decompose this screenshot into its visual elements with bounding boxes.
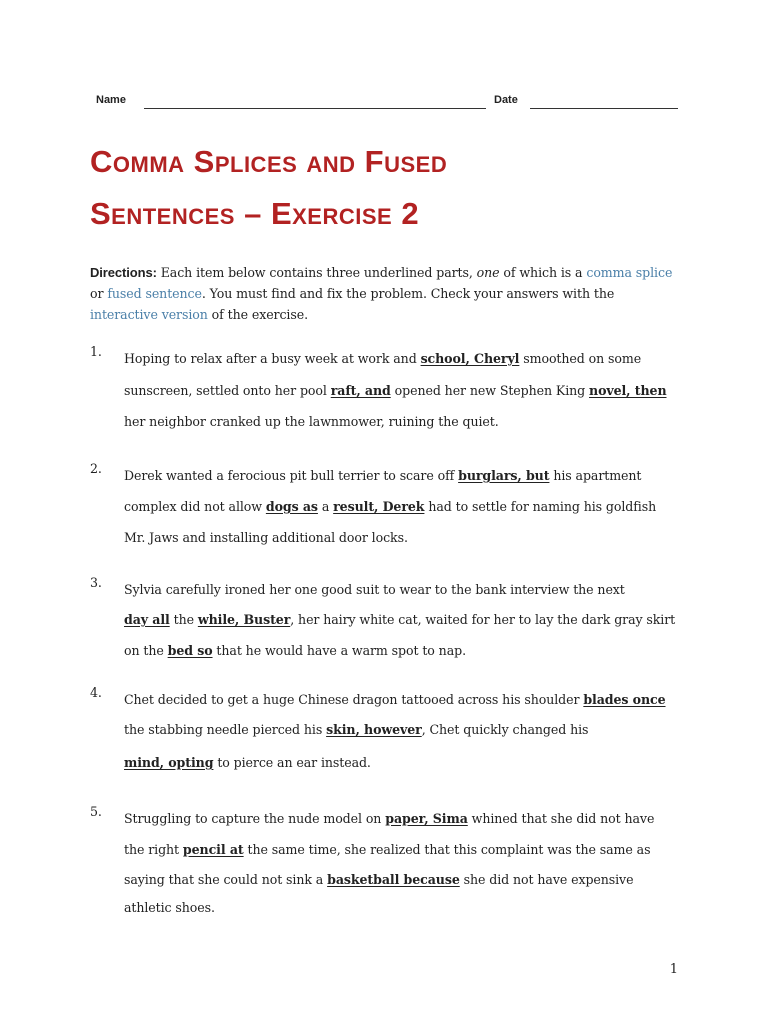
item-text: a: [317, 499, 334, 514]
item-line: [124, 575, 724, 605]
item-text: smoothed on some: [519, 351, 642, 366]
item-line: [124, 461, 724, 491]
item-number: 3.: [90, 575, 102, 590]
item-text: to pierce an ear instead.: [213, 755, 371, 770]
directions: [90, 262, 680, 325]
underlined-part: dogs as: [265, 499, 318, 514]
item-number: 2.: [90, 461, 102, 476]
page-number: 1: [669, 962, 678, 977]
underlined-part: paper, Sima: [385, 811, 468, 826]
item-text: the right: [124, 842, 183, 857]
item-text: the stabbing needle pierced his: [124, 722, 327, 737]
underlined-part: pencil at: [182, 842, 244, 857]
item-text: she did not have expensive: [459, 872, 634, 887]
item-text: on the: [124, 643, 168, 658]
item-text: Sylvia carefully ironed her one good suit to wear to the bank interview the next: [124, 582, 625, 597]
item-text: that he would have a warm spot to nap.: [212, 643, 466, 658]
item-line: [124, 745, 724, 781]
item-line: [124, 523, 724, 553]
page-title: [90, 136, 710, 240]
directions-text: . You must find and fix the problem. Check your answers with the: [201, 286, 615, 301]
exercise-item-2: [90, 461, 724, 553]
underlined-part: blades once: [583, 692, 666, 707]
item-text: Struggling to capture the nude model on: [124, 811, 386, 826]
item-number: 5.: [90, 804, 102, 819]
item-line: [124, 894, 724, 922]
item-line: [124, 715, 724, 745]
exercise-item-5: [90, 804, 724, 922]
item-line: [124, 605, 724, 635]
interactive-version-link[interactable]: interactive version: [90, 307, 208, 322]
underlined-part: bed so: [167, 643, 213, 658]
item-text: , her hairy white cat, waited for her to lay the dark gray skirt: [290, 612, 676, 627]
underlined-part: day all: [124, 612, 170, 627]
underlined-part: mind, opting: [124, 755, 214, 770]
underlined-part: burglars, but: [458, 468, 550, 483]
item-number: 1.: [90, 344, 102, 359]
date-field[interactable]: [530, 108, 678, 109]
item-text: Chet decided to get a huge Chinese dragon tattooed across his shoulder: [124, 692, 584, 707]
item-text: had to settle for naming his goldfish: [424, 499, 657, 514]
directions-text: or: [90, 286, 108, 301]
item-text: sunscreen, settled onto her pool: [124, 383, 331, 398]
directions-text: Each item below contains three underlined parts,: [156, 265, 477, 280]
item-text: Mr. Jaws and installing additional door locks.: [124, 530, 408, 545]
item-line: [124, 374, 724, 408]
item-number: 4.: [90, 685, 102, 700]
item-text: her neighbor cranked up the lawnmower, ruining the quiet.: [124, 414, 499, 429]
name-field[interactable]: [144, 108, 486, 109]
item-text: complex did not allow: [124, 499, 266, 514]
item-text: Hoping to relax after a busy week at work and: [124, 351, 421, 366]
underlined-part: result, Derek: [333, 499, 425, 514]
item-text: the same time, she realized that this complaint was the same as: [243, 842, 651, 857]
item-line: [124, 635, 724, 667]
directions-text: of which is a: [499, 265, 587, 280]
item-line: [124, 804, 724, 834]
exercise-item-1: [90, 344, 724, 436]
name-date-header: [96, 94, 678, 110]
item-text: the: [169, 612, 198, 627]
underlined-part: basketball because: [327, 872, 460, 887]
item-text: opened her new Stephen King: [390, 383, 590, 398]
item-text: , Chet quickly changed his: [421, 722, 589, 737]
item-line: [124, 491, 724, 523]
comma-splice-link[interactable]: comma splice: [586, 265, 673, 280]
underlined-part: skin, however: [326, 722, 422, 737]
name-label: Name: [96, 94, 126, 106]
directions-text: of the exercise.: [207, 307, 308, 322]
directions-emphasis: one: [476, 265, 500, 280]
date-label: Date: [494, 94, 518, 106]
underlined-part: raft, and: [330, 383, 391, 398]
underlined-part: while, Buster: [197, 612, 291, 627]
item-line: [124, 685, 724, 715]
fused-sentence-link[interactable]: fused sentence: [107, 286, 202, 301]
underlined-part: school, Cheryl: [420, 351, 520, 366]
item-line: [124, 408, 724, 436]
exercise-item-4: [90, 685, 724, 781]
underlined-part: novel, then: [589, 383, 667, 398]
item-text: Derek wanted a ferocious pit bull terrier to scare off: [124, 468, 459, 483]
title-line-1: Comma Splices and Fused: [90, 144, 448, 179]
item-text: saying that she could not sink a: [124, 872, 328, 887]
exercise-item-3: [90, 575, 724, 667]
item-text: whined that she did not have: [467, 811, 655, 826]
item-line: [124, 866, 724, 894]
item-line: [124, 834, 724, 866]
item-line: [124, 344, 724, 374]
item-text: athletic shoes.: [124, 900, 215, 915]
directions-label: Directions:: [90, 265, 157, 280]
title-line-2: Sentences – Exercise 2: [90, 196, 420, 231]
item-text: his apartment: [549, 468, 642, 483]
